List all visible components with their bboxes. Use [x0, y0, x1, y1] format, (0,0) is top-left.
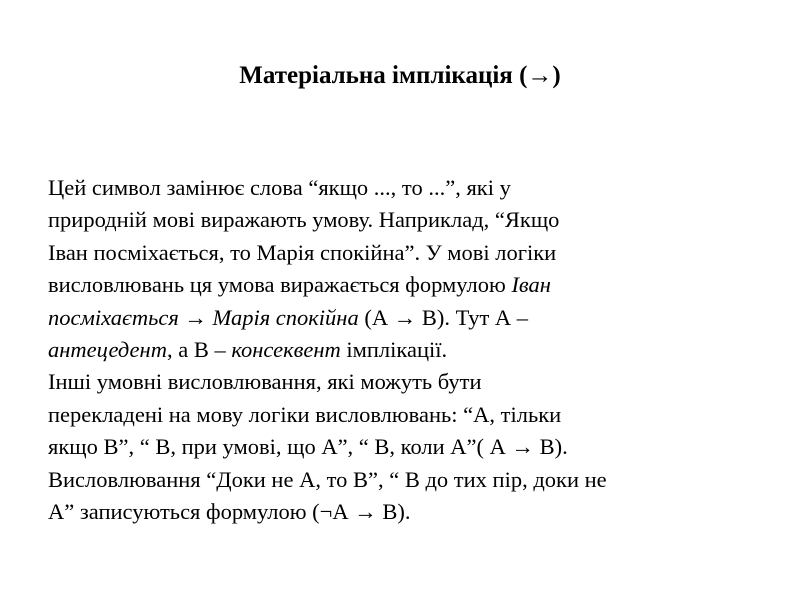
- body-line-4-italic: Іван: [511, 272, 551, 298]
- body-line-8: перекладені на мову логіки висловлювань: “А, тільки: [48, 401, 562, 427]
- body-line-5-italic: посміхається → Марія спокійна: [48, 304, 359, 330]
- body-line-9: якщо В”, “ В, при умові, що А”, “ В, коли А”( А → В).: [48, 434, 568, 460]
- body-line-7: Інші умовні висловлювання, які можуть бути: [48, 369, 482, 395]
- body-line-4: [48, 269, 788, 301]
- body-line-5-text: (А → В). Тут А –: [358, 304, 529, 330]
- body-line-3: Іван посміхається, то Марія спокійна”. У мові логіки: [48, 239, 557, 265]
- body-line-11: А” записуються формулою (¬А → В).: [48, 498, 411, 524]
- body-line-2: природній мові виражають умову. Наприклад, “Якщо: [48, 207, 560, 233]
- body-line-10: Висловлювання “Доки не А, то В”, “ В до тих пір, доки не: [48, 466, 607, 492]
- body-line-4-text: висловлювань ця умова виражається формулою: [48, 272, 512, 298]
- body-line-6-text-1: , а В –: [166, 336, 232, 362]
- body-line-1: Цей символ замінює слова “якщо ..., то ...”, які у: [48, 175, 511, 200]
- body-line-5: [48, 302, 788, 334]
- slide-body: [48, 172, 788, 528]
- body-line-6: [48, 334, 788, 366]
- body-line-6-text-2: імплікації.: [340, 336, 448, 362]
- slide-title: Матеріальна імплікація (→): [239, 62, 561, 89]
- term-antecedent: антецедент: [48, 336, 167, 362]
- term-consequent: консеквент: [231, 336, 341, 362]
